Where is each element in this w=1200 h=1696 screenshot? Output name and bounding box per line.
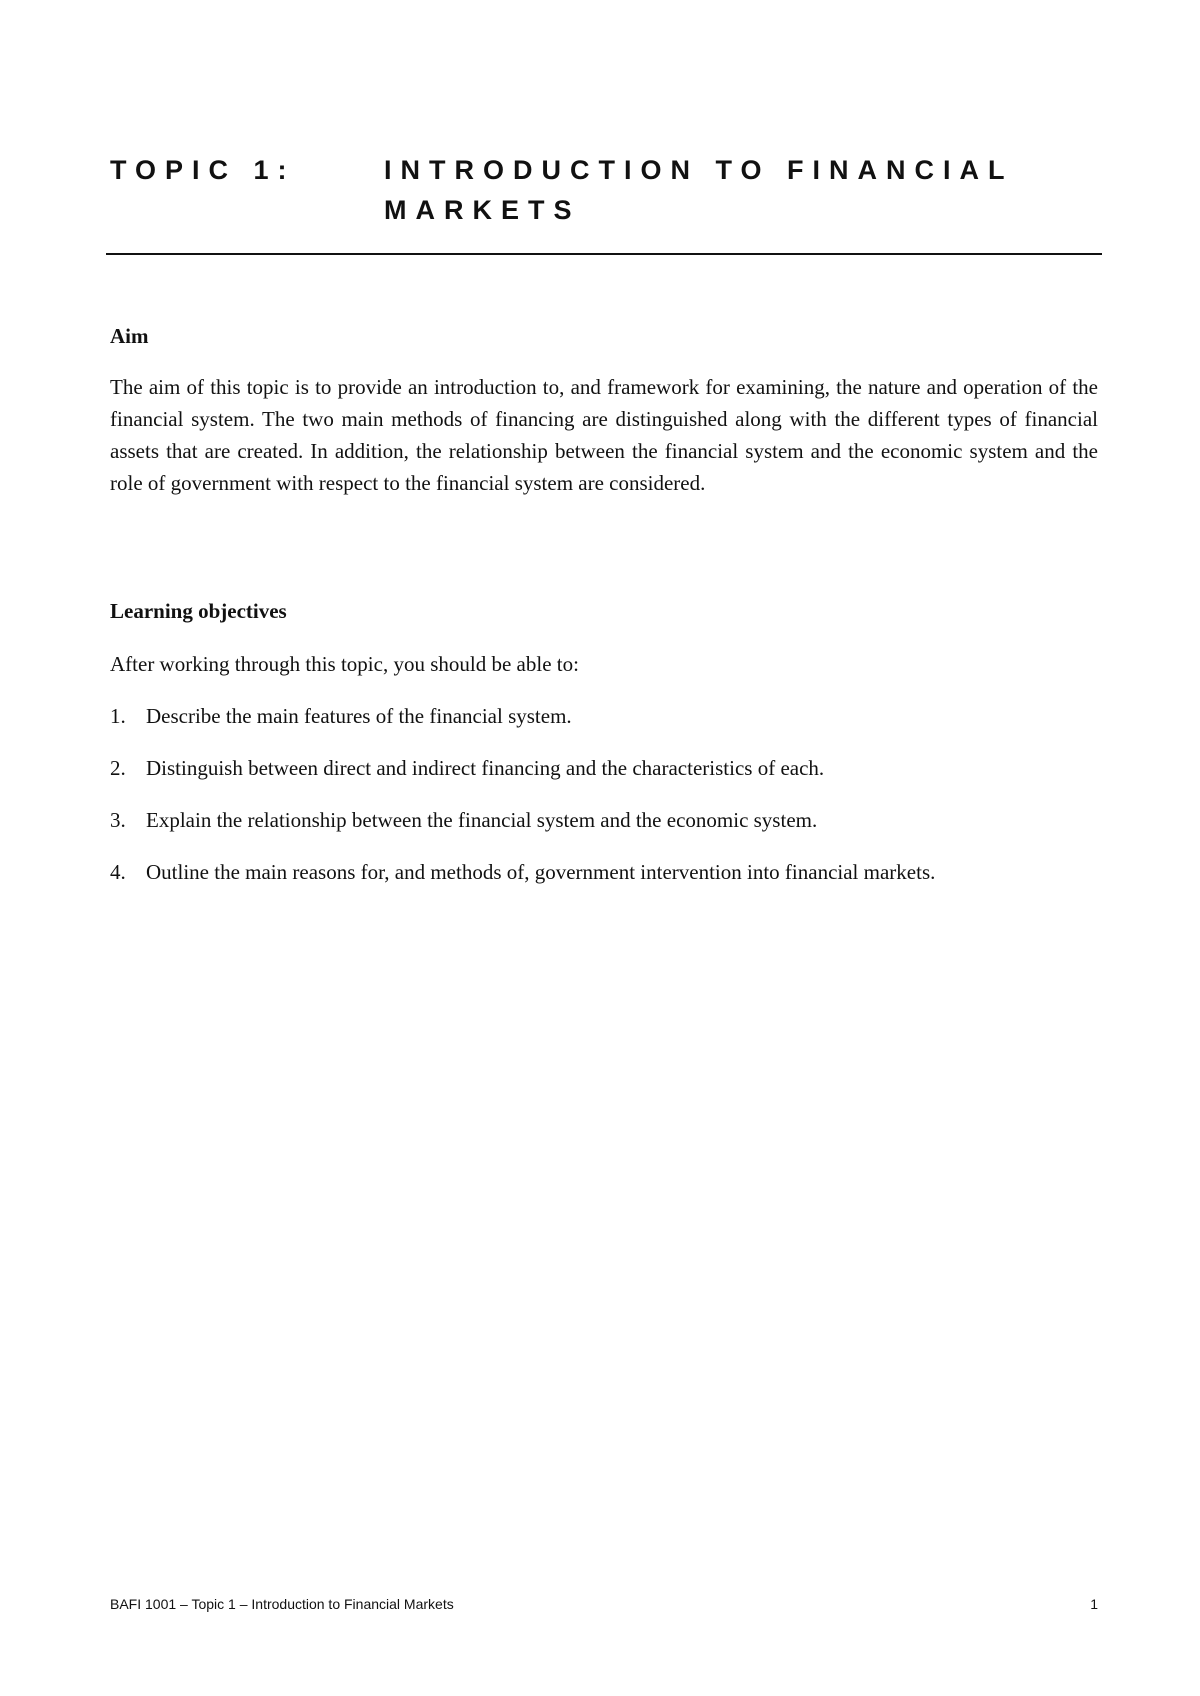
aim-paragraph: The aim of this topic is to provide an introduction to, and framework for examining, the nature and operation of the financial system. The two main methods of financing are distinguished along with the different types of financial assets that are created. In addition, the relationship between the financial system and the economic system and the role of government with respect to the financial system are considered. (110, 375, 1098, 495)
objective-number: 3. (110, 808, 126, 832)
learning-objectives-intro: After working through this topic, you should be able to: (110, 652, 579, 676)
footer-course-title: BAFI 1001 – Topic 1 – Introduction to Financial Markets (110, 1596, 454, 1612)
objective-number: 1. (110, 704, 126, 728)
learning-objectives-heading: Learning objectives (110, 599, 287, 623)
objective-item (110, 856, 1098, 888)
objective-number: 2. (110, 756, 126, 780)
objective-item (110, 752, 1098, 784)
topic-title: INTRODUCTION TO FINANCIAL MARKETS (384, 155, 1013, 225)
objective-text: Explain the relationship between the financial system and the economic system. (146, 808, 818, 832)
aim-heading: Aim (110, 324, 149, 348)
objective-text: Distinguish between direct and indirect financing and the characteristics of each. (146, 756, 825, 780)
header-divider (106, 253, 1102, 255)
objective-text: Describe the main features of the financial system. (146, 704, 572, 728)
page-number: 1 (1090, 1596, 1098, 1612)
topic-label: TOPIC 1: (110, 155, 296, 185)
objective-text: Outline the main reasons for, and methods of, government intervention into financial markets. (146, 860, 936, 884)
objective-number: 4. (110, 860, 126, 884)
objective-item (110, 804, 1098, 836)
objective-item (110, 700, 1098, 732)
learning-objectives-list (110, 700, 1098, 908)
